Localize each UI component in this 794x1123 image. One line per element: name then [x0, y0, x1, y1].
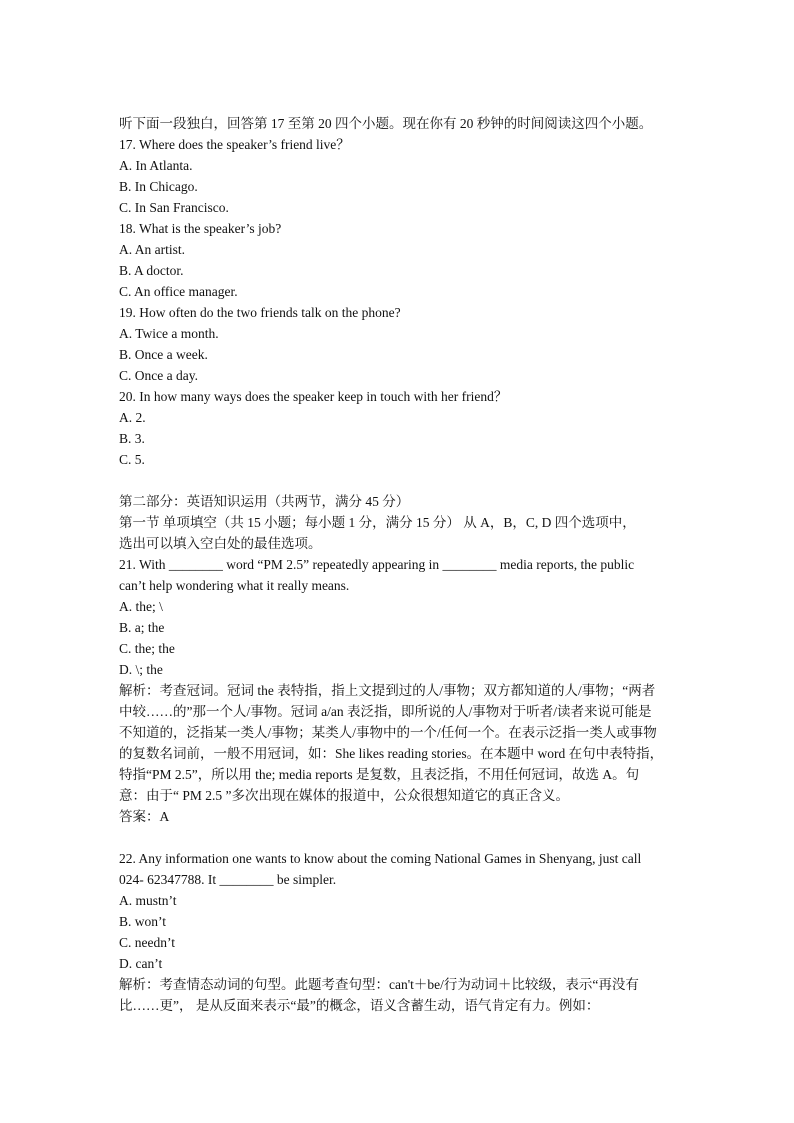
question-20 — [119, 386, 675, 470]
option-a: A. 2. — [119, 410, 146, 425]
question-stem: 22. Any information one wants to know about the coming National Games in Shenyang, just call — [119, 851, 642, 866]
option-b: B. In Chicago. — [119, 179, 198, 194]
question-stem: 19. How often do the two friends talk on the phone? — [119, 305, 401, 320]
option-d: D. can’t — [119, 956, 163, 971]
analysis-line: 不知道的，泛指某一类人/事物；某类人/事物中的一个/任何一个。在表示泛指一类人或事物 — [119, 725, 657, 740]
question-17 — [119, 134, 675, 218]
analysis-line: 意：由于“ PM 2.5 ”多次出现在媒体的报道中，公众很想知道它的真正含义。 — [119, 788, 569, 803]
analysis — [119, 974, 675, 1016]
option-c: C. the; the — [119, 641, 175, 656]
question-stem: 20. In how many ways does the speaker keep in touch with her friend？ — [119, 389, 508, 404]
analysis-line: 特指“PM 2.5”，所以用 the; media reports 是复数，且表泛指，不用任何冠词，故选 A。句 — [119, 767, 640, 782]
question-stem-cont: 024- 62347788. It ________ be simpler. — [119, 872, 337, 887]
option-a: A. An artist. — [119, 242, 185, 257]
spacer — [119, 827, 675, 848]
option-c: C. An office manager. — [119, 284, 238, 299]
option-d: D. \; the — [119, 662, 163, 677]
part2-title: 第二部分：英语知识运用（共两节，满分 45 分） — [119, 494, 410, 509]
option-b: B. A doctor. — [119, 263, 184, 278]
option-b: B. a; the — [119, 620, 165, 635]
option-c: C. In San Francisco. — [119, 200, 229, 215]
analysis-line: 中较……的”那一个人/事物。冠词 a/an 表泛指，即所说的人/事物对于听者/读者来说可能是 — [119, 704, 652, 719]
option-c: C. Once a day. — [119, 368, 198, 383]
option-a: A. In Atlanta. — [119, 158, 193, 173]
option-a: A. the; \ — [119, 599, 163, 614]
analysis — [119, 680, 675, 806]
option-a: A. mustn’t — [119, 893, 177, 908]
question-stem: 21. With ________ word “PM 2.5” repeatedly appearing in ________ media reports, the public — [119, 557, 635, 572]
option-c: C. 5. — [119, 452, 145, 467]
question-19 — [119, 302, 675, 386]
analysis-line: 解析：考查情态动词的句型。此题考查句型：can't＋be/行为动词＋比较级，表示“再没有 — [119, 977, 639, 992]
question-stem: 18. What is the speaker’s job? — [119, 221, 282, 236]
question-stem-cont: can’t help wondering what it really means. — [119, 578, 350, 593]
document-page — [119, 113, 675, 1016]
question-22 — [119, 848, 675, 1016]
listening-intro: 听下面一段独白，回答第 17 至第 20 四个小题。现在你有 20 秒钟的时间阅读这四个小题。 — [119, 116, 653, 131]
analysis-line: 解析：考查冠词。冠词 the 表特指，指上文提到过的人/事物；双方都知道的人/事物；“两者 — [119, 683, 656, 698]
section1-instruction-cont: 选出可以填入空白处的最佳选项。 — [119, 536, 322, 551]
analysis-line: 的复数名词前，一般不用冠词，如：She likes reading stories。在本题中 word 在句中表特指， — [119, 746, 664, 761]
spacer — [119, 470, 675, 491]
question-18 — [119, 218, 675, 302]
option-c: C. needn’t — [119, 935, 175, 950]
option-b: B. Once a week. — [119, 347, 208, 362]
option-b: B. 3. — [119, 431, 145, 446]
answer: 答案：A — [119, 809, 170, 824]
option-b: B. won’t — [119, 914, 167, 929]
section1-instruction: 第一节 单项填空（共 15 小题；每小题 1 分，满分 15 分） 从 A，B，C, D 四个选项中， — [119, 515, 636, 530]
option-a: A. Twice a month. — [119, 326, 219, 341]
analysis-line: 比……更”， 是从反面来表示“最”的概念，语义含蓄生动，语气肯定有力。例如： — [119, 998, 600, 1013]
question-21 — [119, 554, 675, 827]
question-stem: 17. Where does the speaker’s friend live？ — [119, 137, 350, 152]
